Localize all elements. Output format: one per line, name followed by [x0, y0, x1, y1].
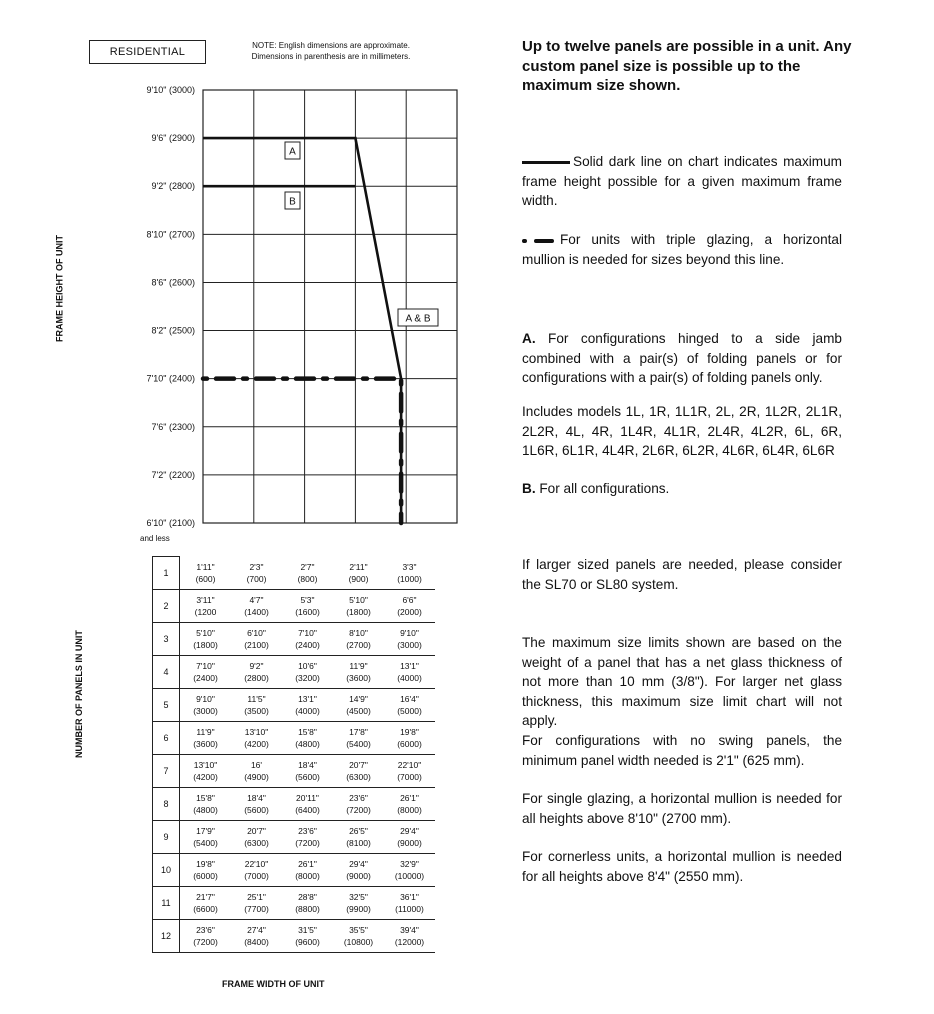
- width-metric: (4000): [295, 706, 320, 716]
- width-metric: (4900): [244, 772, 269, 782]
- width-metric: (6400): [295, 805, 320, 815]
- width-imperial: 16'4": [400, 694, 419, 704]
- width-metric: (5400): [346, 739, 371, 749]
- width-imperial: 2'11": [349, 561, 368, 572]
- panel-count-cell: 10: [153, 854, 180, 887]
- width-imperial: 9'10": [196, 694, 215, 704]
- width-cell: [231, 656, 282, 689]
- note-b: [522, 479, 842, 499]
- width-metric: (8000): [397, 805, 422, 815]
- width-metric: (9000): [397, 838, 422, 848]
- panel-count-cell: 8: [153, 788, 180, 821]
- width-imperial: 26'1": [298, 859, 317, 869]
- width-metric: (12000): [394, 937, 425, 947]
- width-metric: (6000): [193, 871, 218, 881]
- width-imperial: 11'9": [349, 661, 368, 671]
- width-imperial: 18'4": [298, 760, 317, 770]
- width-metric: (4800): [295, 739, 320, 749]
- width-metric: (600): [195, 573, 216, 584]
- table-row: [153, 557, 436, 590]
- note-line-2: Dimensions in parenthesis are in millimeters.: [251, 52, 411, 61]
- width-imperial: 36'1": [400, 892, 419, 902]
- width-cell: [333, 590, 384, 623]
- width-cell: [231, 821, 282, 854]
- width-metric: (3500): [244, 706, 269, 716]
- width-metric: (4000): [397, 673, 422, 683]
- solid-line-swatch: [522, 161, 570, 164]
- width-metric: (7000): [397, 772, 422, 782]
- y-tick-label: 8'10" (2700): [146, 229, 195, 240]
- width-cell: [333, 755, 384, 788]
- y-tick-label: 7'10" (2400): [146, 373, 195, 384]
- width-imperial: 2'7": [300, 561, 315, 572]
- paragraph-larger-panels: If larger sized panels are needed, please consider the SL70 or SL80 system.: [522, 557, 842, 592]
- width-cell: [180, 623, 232, 656]
- note-a: [522, 329, 842, 388]
- width-imperial: 10'6": [298, 661, 317, 671]
- width-imperial: 9'2": [249, 661, 264, 671]
- width-cell: [333, 623, 384, 656]
- width-metric: (8800): [295, 904, 320, 914]
- width-metric: (900): [348, 573, 369, 584]
- width-cell: [180, 788, 232, 821]
- width-cell: [282, 656, 333, 689]
- width-metric: (4200): [193, 772, 218, 782]
- width-metric: (8100): [346, 838, 371, 848]
- width-imperial: 31'5": [298, 925, 317, 935]
- width-cell: [384, 920, 435, 953]
- dash-dot-swatch: [522, 231, 554, 251]
- width-imperial: 14'9": [349, 694, 368, 704]
- width-imperial: 6'10": [247, 628, 266, 638]
- width-metric: (4200): [244, 739, 269, 749]
- table-row: [153, 920, 436, 953]
- width-imperial: 3'11": [196, 595, 215, 605]
- width-cell: [333, 821, 384, 854]
- width-metric: (1600): [295, 607, 320, 617]
- width-cell: [231, 689, 282, 722]
- width-cell: [180, 557, 232, 590]
- width-imperial: 4'7": [249, 595, 264, 605]
- width-imperial: 13'10": [193, 760, 218, 770]
- width-cell: [384, 590, 435, 623]
- paragraph-cornerless: For cornerless units, a horizontal mullion is needed for all heights above 8'4" (2550 mm).: [522, 849, 842, 884]
- width-imperial: 5'10": [196, 628, 215, 638]
- width-imperial: 11'5": [247, 694, 266, 704]
- chart-grid: [203, 90, 457, 523]
- width-cell: [333, 788, 384, 821]
- width-cell: [180, 887, 232, 920]
- width-imperial: 29'4": [349, 859, 368, 869]
- width-metric: (3200): [295, 673, 320, 683]
- width-cell: [384, 755, 435, 788]
- panel-count-cell: 3: [153, 623, 180, 656]
- panel-count-cell: 1: [153, 557, 180, 590]
- width-imperial: 32'5": [349, 892, 368, 902]
- width-imperial: 23'6": [349, 793, 368, 803]
- width-metric: (9900): [346, 904, 371, 914]
- width-cell: [384, 689, 435, 722]
- width-metric: (6000): [397, 739, 422, 749]
- width-metric: (700): [246, 573, 267, 584]
- width-cell: [180, 722, 232, 755]
- table-row: [153, 722, 436, 755]
- width-imperial: 27'4": [247, 925, 266, 935]
- panels-axis-title: NUMBER OF PANELS IN UNIT: [74, 630, 85, 758]
- width-cell: [180, 920, 232, 953]
- width-metric: (5600): [244, 805, 269, 815]
- y-tick-label: 9'10" (3000): [146, 85, 195, 95]
- width-metric: (2800): [244, 673, 269, 683]
- width-imperial: 15'8": [196, 793, 215, 803]
- width-imperial: 20'7": [247, 826, 266, 836]
- y-tick-label: 7'6" (2300): [151, 421, 195, 432]
- width-metric: (8400): [244, 937, 269, 947]
- width-cell: [384, 821, 435, 854]
- width-cell: [384, 854, 435, 887]
- width-cell: [180, 854, 232, 887]
- width-metric: (11000): [395, 904, 424, 914]
- note-a-text: For configurations hinged to a side jamb combined with a pair(s) of folding panels or for configurations with a pair(s) of folding panels only.: [522, 331, 842, 385]
- max-size-chart: [0, 0, 470, 550]
- panel-size-table: [152, 556, 435, 953]
- legend-dash-line: [522, 230, 842, 270]
- width-metric: (2100): [244, 640, 269, 650]
- width-cell: [384, 722, 435, 755]
- width-metric: (1200: [194, 607, 217, 617]
- width-cell: [282, 821, 333, 854]
- width-imperial: 20'7": [349, 760, 368, 770]
- table-row: [153, 590, 436, 623]
- width-metric: (6300): [244, 838, 269, 848]
- label-a-text: A: [289, 146, 296, 158]
- width-metric: (6600): [193, 904, 218, 914]
- chart-frame: [203, 90, 457, 523]
- width-cell: [333, 920, 384, 953]
- width-cell: [231, 788, 282, 821]
- y-tick-suffix: and less: [140, 534, 170, 543]
- width-metric: (9600): [295, 937, 320, 947]
- width-cell: [282, 722, 333, 755]
- width-metric: (1800): [193, 640, 218, 650]
- width-imperial: 8'10": [349, 628, 368, 638]
- width-metric: (3600): [346, 673, 371, 683]
- width-metric: (2700): [346, 640, 371, 650]
- width-imperial: 22'10": [244, 859, 269, 869]
- width-imperial: 1'11": [196, 561, 215, 572]
- width-cell: [180, 755, 232, 788]
- table-row: [153, 821, 436, 854]
- y-tick-label: 9'2" (2800): [151, 181, 195, 192]
- note-b-lead: B.: [522, 481, 536, 496]
- width-metric: (1800): [346, 607, 371, 617]
- panel-count-cell: 7: [153, 755, 180, 788]
- width-cell: [231, 854, 282, 887]
- width-cell: [231, 887, 282, 920]
- table-row: [153, 854, 436, 887]
- width-imperial: 22'10": [397, 760, 422, 770]
- triple-glazing-line: [203, 379, 401, 523]
- width-imperial: 9'10": [400, 628, 419, 638]
- width-cell: [282, 689, 333, 722]
- width-cell: [231, 590, 282, 623]
- y-tick-label: 8'2" (2500): [151, 325, 195, 336]
- y-tick-label: 6'10" (2100): [146, 518, 195, 528]
- note-line-1: NOTE: English dimensions are approximate.: [252, 41, 410, 50]
- legend-solid-line: [522, 152, 842, 211]
- width-imperial: 17'9": [196, 826, 215, 836]
- width-cell: [231, 623, 282, 656]
- width-cell: [333, 557, 384, 590]
- table-row: [153, 887, 436, 920]
- width-imperial: 2'3": [249, 561, 264, 572]
- width-metric: (5400): [193, 838, 218, 848]
- width-cell: [333, 854, 384, 887]
- width-imperial: 39'4": [400, 925, 419, 935]
- note-a-lead: A.: [522, 331, 536, 346]
- width-metric: (7700): [244, 904, 269, 914]
- width-imperial: 13'1": [400, 661, 419, 671]
- panel-count-cell: 5: [153, 689, 180, 722]
- width-cell: [282, 854, 333, 887]
- width-axis-title: FRAME WIDTH OF UNIT: [222, 979, 325, 989]
- width-metric: (2000): [397, 607, 422, 617]
- width-metric: (5000): [397, 706, 422, 716]
- width-cell: [384, 788, 435, 821]
- width-imperial: 18'4": [247, 793, 266, 803]
- models-list: Includes models 1L, 1R, 1L1R, 2L, 2R, 1L2R, 2L1R, 2L2R, 4L, 4R, 1L4R, 4L1R, 2L4R, 4L2R, 6L, 6R, 1L6R, 6L1R, 4L4R, 2L6R, 6L2R, 4L6R, 6L4R, 6L6R: [522, 404, 842, 458]
- width-metric: (1400): [244, 607, 269, 617]
- y-tick-label: 8'6" (2600): [151, 277, 195, 288]
- table-row: [153, 755, 436, 788]
- width-imperial: 7'10": [196, 661, 215, 671]
- width-imperial: 3'3": [402, 561, 417, 572]
- width-metric: (6300): [346, 772, 371, 782]
- section-heading: Up to twelve panels are possible in a unit. Any custom panel size is possible up to the maximum size shown.: [522, 38, 852, 94]
- width-imperial: 21'7": [196, 892, 215, 902]
- width-metric: (10800): [343, 937, 374, 947]
- width-cell: [384, 656, 435, 689]
- width-metric: (7000): [244, 871, 269, 881]
- legend-solid-text: Solid dark line on chart indicates maximum frame height possible for a given maximum frame width.: [522, 154, 842, 208]
- width-cell: [282, 920, 333, 953]
- width-imperial: 23'6": [298, 826, 317, 836]
- width-cell: [282, 887, 333, 920]
- legend-dash-text: For units with triple glazing, a horizontal mullion is needed for sizes beyond this line.: [522, 232, 842, 268]
- residential-badge: RESIDENTIAL: [89, 40, 206, 64]
- width-cell: [180, 689, 232, 722]
- width-metric: (4800): [193, 805, 218, 815]
- table-row: [153, 623, 436, 656]
- width-imperial: 32'9": [400, 859, 419, 869]
- width-metric: (7200): [346, 805, 371, 815]
- width-cell: [282, 590, 333, 623]
- width-cell: [333, 722, 384, 755]
- width-metric: (2400): [193, 673, 218, 683]
- width-cell: [180, 590, 232, 623]
- width-imperial: 6'6": [402, 595, 417, 605]
- width-metric: (2400): [295, 640, 320, 650]
- width-metric: (4500): [346, 706, 371, 716]
- width-cell: [231, 557, 282, 590]
- width-metric: (10000): [394, 871, 425, 881]
- label-b-text: B: [289, 196, 296, 208]
- width-imperial: 17'8": [349, 727, 368, 737]
- width-imperial: 19'8": [400, 727, 419, 737]
- width-imperial: 35'5": [349, 925, 368, 935]
- width-cell: [333, 689, 384, 722]
- y-axis-ticks: [140, 85, 195, 543]
- label-ab-text: A & B: [405, 313, 431, 325]
- width-imperial: 23'6": [196, 925, 215, 935]
- width-metric: (1000): [397, 573, 422, 584]
- panel-count-cell: 2: [153, 590, 180, 623]
- panel-count-cell: 4: [153, 656, 180, 689]
- table-row: [153, 656, 436, 689]
- width-cell: [333, 887, 384, 920]
- width-imperial: 13'10": [244, 727, 269, 737]
- width-cell: [333, 656, 384, 689]
- width-metric: (3000): [397, 640, 422, 650]
- width-imperial: 7'10": [298, 628, 317, 638]
- width-imperial: 26'5": [349, 826, 368, 836]
- width-metric: (5600): [295, 772, 320, 782]
- width-metric: (800): [297, 573, 318, 584]
- width-cell: [231, 755, 282, 788]
- width-imperial: 29'4": [400, 826, 419, 836]
- width-imperial: 20'11": [296, 793, 319, 803]
- width-imperial: 11'9": [196, 727, 215, 737]
- width-imperial: 5'3": [300, 595, 315, 605]
- width-cell: [231, 722, 282, 755]
- width-cell: [282, 557, 333, 590]
- paragraph-min-width: For configurations with no swing panels, the minimum panel width needed is 2'1" (625 mm).: [522, 733, 842, 768]
- width-metric: (8000): [295, 871, 320, 881]
- paragraph-single-glazing: For single glazing, a horizontal mullion is needed for all heights above 8'10" (2700 mm).: [522, 791, 842, 826]
- width-cell: [282, 788, 333, 821]
- width-imperial: 15'8": [298, 727, 317, 737]
- panel-count-cell: 12: [153, 920, 180, 953]
- width-imperial: 5'10": [349, 595, 368, 605]
- width-metric: (7200): [295, 838, 320, 848]
- width-imperial: 13'1": [298, 694, 317, 704]
- table-row: [153, 689, 436, 722]
- note-b-text: For all configurations.: [535, 481, 670, 496]
- width-cell: [282, 623, 333, 656]
- width-metric: (9000): [346, 871, 371, 881]
- width-imperial: 16': [250, 760, 263, 770]
- y-tick-label: 9'6" (2900): [151, 133, 195, 144]
- width-cell: [180, 821, 232, 854]
- width-imperial: 25'1": [247, 892, 266, 902]
- width-cell: [282, 755, 333, 788]
- table-row: [153, 788, 436, 821]
- width-cell: [384, 557, 435, 590]
- width-imperial: 19'8": [196, 859, 215, 869]
- paragraph-weight-limits: The maximum size limits shown are based on the weight of a panel that has a net glass thickness of not more than 10 mm (3/8"). For larger net glass thickness, this maximum size limit chart will not apply.: [522, 635, 842, 728]
- y-axis-title: FRAME HEIGHT OF UNIT: [54, 235, 65, 342]
- width-metric: (3000): [193, 706, 218, 716]
- y-tick-label: 7'2" (2200): [151, 469, 195, 480]
- panel-count-cell: 9: [153, 821, 180, 854]
- panel-count-cell: 6: [153, 722, 180, 755]
- width-metric: (7200): [193, 937, 218, 947]
- panel-count-cell: 11: [153, 887, 180, 920]
- width-imperial: 28'8": [298, 892, 317, 902]
- width-imperial: 26'1": [400, 793, 419, 803]
- width-metric: (3600): [193, 739, 218, 749]
- width-cell: [231, 920, 282, 953]
- width-cell: [384, 887, 435, 920]
- width-cell: [180, 656, 232, 689]
- width-cell: [384, 623, 435, 656]
